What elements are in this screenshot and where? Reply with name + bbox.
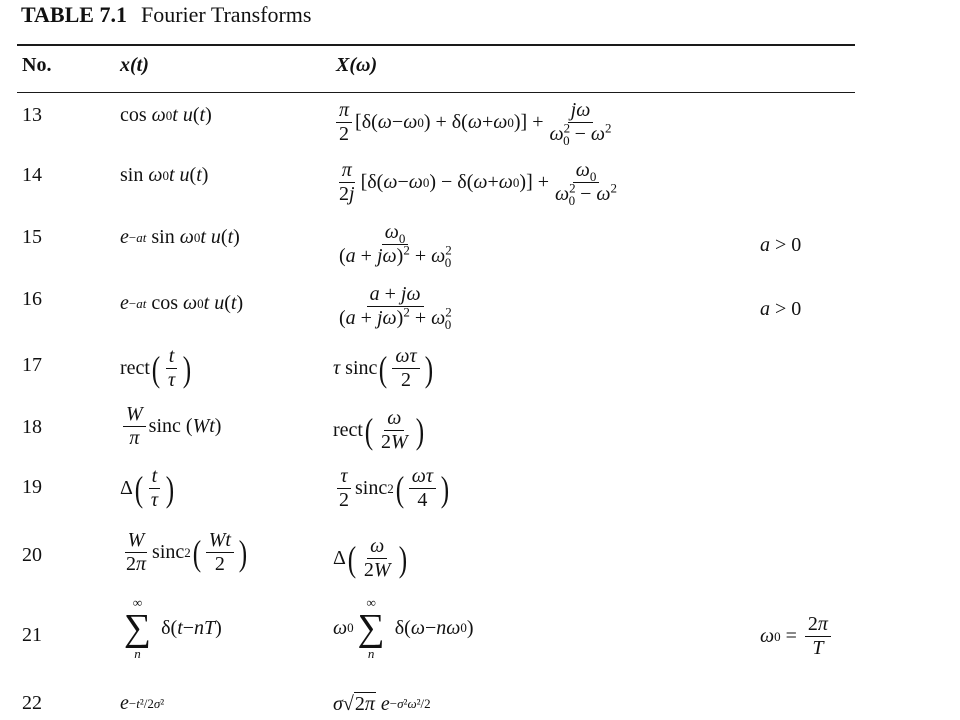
table-row	[0, 100, 960, 156]
row-number: 15	[22, 226, 42, 248]
table-number: TABLE 7.1	[21, 2, 127, 27]
table-title: Fourier Transforms	[140, 2, 312, 27]
table-row	[0, 596, 960, 676]
row-number: 20	[22, 544, 42, 566]
page-title	[21, 2, 311, 28]
transform-expression: ω 0 ∞ ∑ n δ( ω − nω 0 )	[333, 595, 474, 661]
transform-expression: $\frac{\tau}{2}$ sinc 2 ( $\frac{\omega\tau}{4}$ )	[339, 465, 450, 511]
condition: ω 0 = $\frac{2\pi}{T}$	[760, 614, 834, 659]
signal-expression: cos ω 0 t u ( t )	[120, 104, 212, 126]
condition: a > 0	[760, 298, 802, 320]
table-row	[0, 346, 960, 402]
header-X: X(ω)	[336, 54, 378, 76]
signal-expression: rect ( $\frac{t}{\tau}$ )	[120, 345, 192, 391]
signal-expression: $\frac{W}{\pi}$ sinc ( Wt )	[120, 404, 221, 449]
transform-expression: σ √ 2π e −σ²ω²/2	[333, 692, 431, 715]
table-row	[0, 404, 960, 460]
transform-expression: rect ( $\frac{\omega}{2W}$ )	[333, 407, 424, 453]
table-row	[0, 160, 960, 216]
header-no: No.	[22, 54, 52, 76]
row-number: 22	[22, 692, 42, 714]
row-number: 18	[22, 416, 42, 438]
signal-expression: $\frac{W}{2\pi}$ sinc 2 ( $\frac{Wt}{2}$ )	[126, 529, 248, 575]
transform-expression: Δ ( $\frac{\omega}{2W}$ )	[333, 535, 407, 581]
transform-expression: $\frac{a + j\omega}{(a + j\omega)^2 + \omega^2_0}$	[339, 283, 452, 332]
row-number: 14	[22, 164, 42, 186]
condition: a > 0	[760, 234, 802, 256]
transform-expression: $\frac{\omega_0}{(a + j\omega)^2 + \omega^2_0}$	[339, 221, 452, 270]
transform-expression: $\frac{\pi}{2j}$ [δ( ω − ω 0 ) − δ( ω + ω 0 )] + $\frac{\omega_0}{\omega^2_0 - \omega^2}$	[339, 159, 618, 208]
signal-expression: e −at sin ω 0 t u ( t )	[120, 226, 240, 248]
row-number: 13	[22, 104, 42, 126]
header-x: x(t)	[120, 54, 149, 76]
signal-expression: e −at cos ω 0 t u ( t )	[120, 292, 244, 314]
table-row	[0, 284, 960, 340]
signal-expression: e −t²/2σ²	[120, 692, 165, 714]
signal-expression: sin ω 0 t u ( t )	[120, 164, 209, 186]
header-rule	[17, 92, 855, 93]
transform-expression: τ sinc ( $\frac{\omega\tau}{2}$ )	[333, 345, 433, 391]
table-row	[0, 530, 960, 590]
transform-expression: $\frac{\pi}{2}$ [δ( ω − ω 0 ) + δ( ω + ω 0 )] + $\frac{j\omega}{\omega^2_0 - \omega^2}$	[333, 100, 618, 145]
top-rule	[17, 44, 855, 46]
signal-expression: ∞ ∑ n δ( t − nT )	[124, 595, 222, 661]
row-number: 16	[22, 288, 42, 310]
row-number: 19	[22, 476, 42, 498]
table-row	[0, 222, 960, 278]
row-number: 17	[22, 354, 42, 376]
signal-expression: Δ ( $\frac{t}{\tau}$ )	[120, 465, 175, 511]
table-row	[0, 686, 960, 720]
row-number: 21	[22, 624, 42, 646]
table-row	[0, 466, 960, 522]
